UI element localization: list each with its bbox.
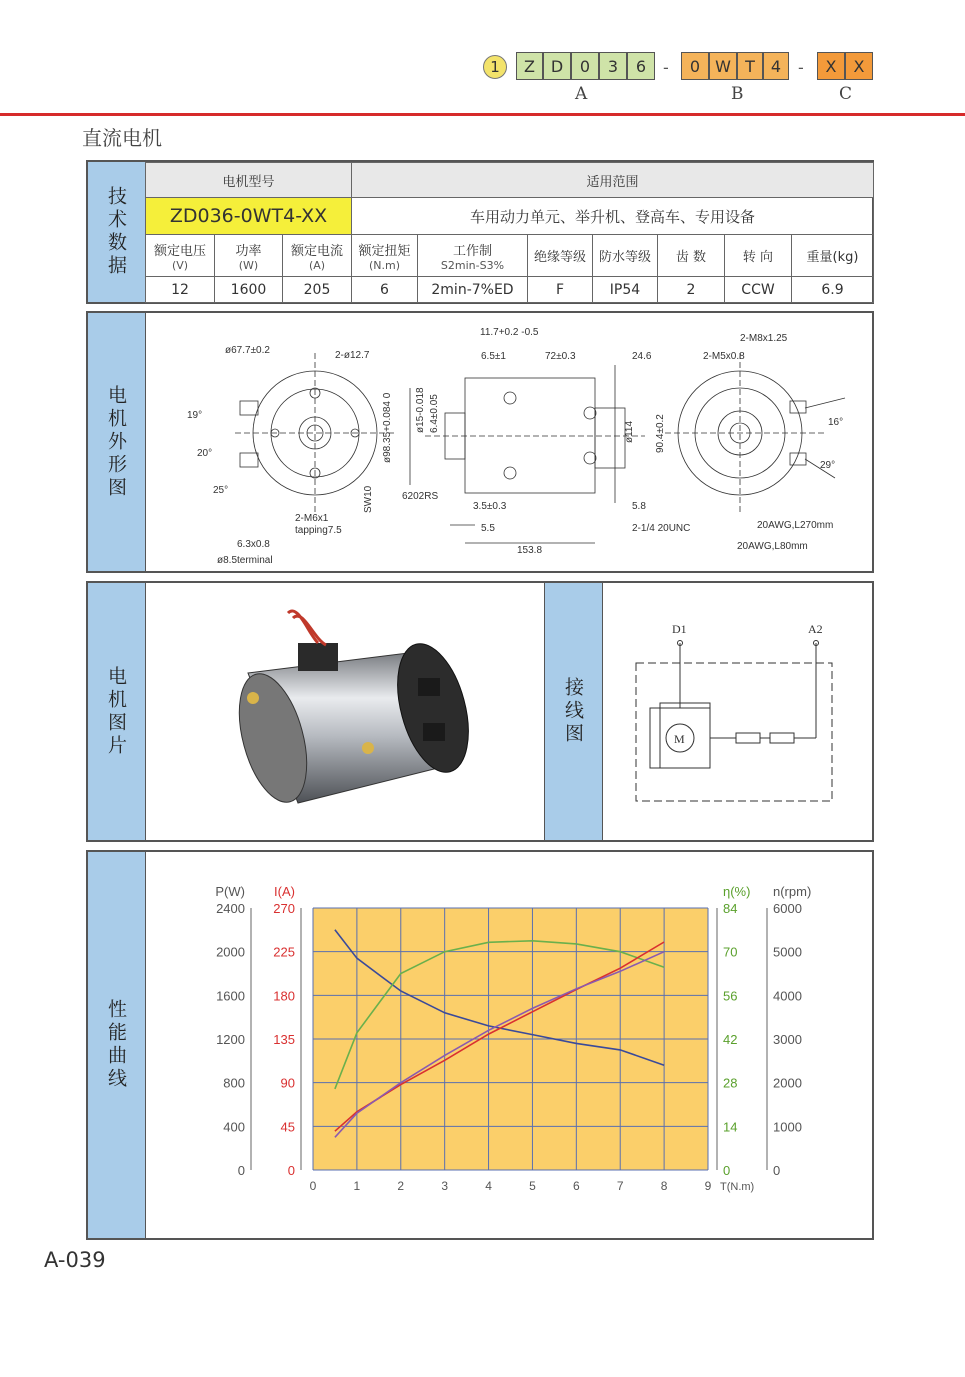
tick-label: 56	[723, 988, 738, 1004]
col-header: 额定电流 (A)	[283, 235, 352, 277]
tick-label: 42	[723, 1032, 738, 1047]
range-value: 车用动力单元、举升机、登高车、专用设备	[352, 198, 874, 235]
dim-label: 20°	[197, 448, 213, 459]
dim-label: 25°	[213, 485, 229, 496]
col-header: 额定扭矩 (N.m)	[352, 235, 418, 277]
photo-side-label: 电机图片	[88, 583, 146, 840]
page-title: 直流电机	[82, 126, 162, 150]
tick-label: 0	[287, 1163, 295, 1178]
dim-label: 6202RS	[402, 491, 439, 502]
dim-label: ø114	[624, 420, 635, 443]
tick-label: 1000	[773, 1119, 802, 1135]
code-char: 0	[571, 52, 599, 80]
code-dash: -	[798, 58, 804, 77]
terminal-a2: A2	[808, 622, 823, 636]
tick-label: 2400	[216, 901, 245, 916]
x-tick-label: 6	[572, 1179, 580, 1193]
x-tick-label: 2	[397, 1179, 405, 1193]
photo-panel	[86, 581, 874, 842]
tick-label: 1200	[216, 1032, 245, 1047]
spec-cell: 2min-7%ED	[418, 277, 528, 303]
x-tick-label: 5	[529, 1179, 536, 1193]
tick-label: 45	[280, 1119, 295, 1135]
dim-label: 5.8	[632, 501, 646, 512]
dim-label: 5.5	[481, 523, 495, 534]
spec-cell: 2	[658, 277, 725, 303]
col-header: 工作制 S2min-S3%	[418, 235, 528, 277]
code-char: 6	[627, 52, 655, 80]
tick-label: 84	[723, 901, 738, 916]
x-tick-label: 4	[485, 1179, 492, 1193]
code-circle: 1	[483, 55, 507, 79]
outline-panel	[86, 311, 874, 573]
tick-label: 4000	[773, 988, 802, 1004]
page-number: A-039	[44, 1248, 106, 1272]
x-tick-label: 9	[704, 1179, 712, 1193]
col-header: 绝缘等级	[528, 235, 593, 277]
wiring-side-label: 接线图	[544, 583, 603, 840]
dim-label: 90.4±0.2	[655, 414, 666, 453]
spec-side-label: 技术数据	[88, 162, 146, 302]
tick-label: 2000	[773, 1075, 802, 1091]
col-header: 重量(kg)	[792, 235, 874, 277]
code-char: 3	[599, 52, 627, 80]
terminal-d1: D1	[672, 622, 687, 636]
code-letter-a: A	[575, 84, 588, 104]
dim-label: 11.7+0.2 -0.5	[480, 327, 539, 338]
tick-label: 28	[723, 1075, 738, 1091]
model-header: 电机型号	[146, 163, 352, 198]
code-letter-c: C	[839, 84, 853, 104]
axis-title: I(A)	[274, 884, 295, 899]
tick-label: 2000	[216, 944, 245, 960]
tick-label: 70	[723, 944, 738, 960]
motor-symbol: M	[674, 732, 685, 746]
wiring-diagram	[608, 613, 858, 813]
outline-drawing	[145, 313, 872, 571]
axis-title: n(rpm)	[773, 884, 812, 899]
tick-label: 225	[273, 944, 295, 960]
dim-label: 6.5±1	[481, 351, 506, 362]
dim-label: 6.3x0.8	[237, 539, 270, 550]
col-header: 功率 (W)	[215, 235, 283, 277]
dim-label: tapping7.5	[295, 525, 342, 536]
motor-photo	[208, 593, 508, 833]
dim-label: 20AWG,L80mm	[737, 541, 808, 552]
perf-panel	[86, 850, 874, 1240]
tick-label: 5000	[773, 944, 802, 960]
outline-side-label: 电机外形图	[88, 313, 146, 571]
spec-cell: 6.9	[792, 277, 874, 303]
tick-label: 14	[723, 1119, 738, 1135]
code-dash: -	[663, 58, 669, 77]
model-value: ZD036-0WT4-XX	[146, 198, 352, 235]
dim-label: 29°	[820, 460, 836, 471]
dim-label: 2-M6x1	[295, 513, 329, 524]
dim-label: 20AWG,L270mm	[757, 520, 834, 531]
spec-cell: IP54	[593, 277, 658, 303]
dim-label: 2-ø12.7	[335, 350, 370, 361]
dim-label: ø15-0.018	[415, 387, 426, 433]
x-tick-label: 3	[441, 1179, 449, 1193]
tick-label: 800	[223, 1075, 245, 1091]
tick-label: 90	[280, 1075, 295, 1091]
tick-label: 0	[237, 1163, 245, 1178]
code-letter-b: B	[731, 84, 744, 104]
code-char: 4	[763, 52, 789, 80]
code-char: 0	[681, 52, 709, 80]
dim-label: 16°	[828, 417, 844, 428]
axis-title: P(W)	[215, 884, 245, 899]
col-header: 齿 数	[658, 235, 725, 277]
spec-table	[145, 162, 874, 303]
tick-label: 180	[273, 988, 295, 1004]
dim-label: SW10	[363, 485, 374, 513]
tick-label: 135	[273, 1032, 295, 1047]
tick-label: 3000	[773, 1032, 802, 1047]
dim-label: 24.6	[632, 351, 652, 362]
x-tick-label: 0	[309, 1179, 317, 1193]
x-tick-label: 1	[353, 1179, 361, 1193]
dim-label: 3.5±0.3	[473, 501, 507, 512]
code-char: X	[817, 52, 845, 80]
col-header: 转 向	[725, 235, 792, 277]
dim-label: 2-1/4 20UNC	[632, 523, 691, 534]
dim-label: ø67.7±0.2	[225, 345, 270, 356]
dim-label: 2-M8x1.25	[740, 333, 788, 344]
code-char: W	[709, 52, 737, 80]
tick-label: 0	[773, 1163, 781, 1178]
col-header: 防水等级	[593, 235, 658, 277]
spec-cell: F	[528, 277, 593, 303]
dim-label: ø98.35+0.084 0	[382, 392, 393, 463]
header-rule	[0, 113, 965, 116]
perf-side-label: 性能曲线	[88, 852, 146, 1238]
tick-label: 0	[723, 1163, 731, 1178]
dim-label: 153.8	[517, 545, 543, 556]
code-char: Z	[516, 52, 543, 80]
spec-cell: 6	[352, 277, 418, 303]
performance-chart	[145, 852, 872, 1238]
spec-cell: 1600	[215, 277, 283, 303]
code-char: X	[845, 52, 873, 80]
axis-title: η(%)	[723, 884, 751, 899]
x-tick-label: 7	[616, 1179, 624, 1193]
tick-label: 270	[273, 901, 295, 916]
dim-label: 19°	[187, 410, 203, 421]
range-header: 适用范围	[352, 163, 874, 198]
spec-cell: 12	[146, 277, 215, 303]
tick-label: 6000	[773, 901, 802, 916]
x-axis-title: T(N.m)	[720, 1181, 755, 1193]
spec-cell: 205	[283, 277, 352, 303]
x-tick-label: 8	[660, 1179, 668, 1193]
tick-label: 400	[223, 1119, 245, 1135]
dim-label: 72±0.3	[545, 351, 576, 362]
dim-label: 2-M5x0.8	[703, 351, 745, 362]
dim-label: ø8.5terminal	[217, 555, 273, 566]
tick-label: 1600	[216, 988, 245, 1004]
code-char: T	[737, 52, 763, 80]
code-char: D	[543, 52, 571, 80]
dim-label: 6.4±0.05	[429, 394, 440, 433]
spec-panel	[86, 160, 874, 304]
col-header: 额定电压 (V)	[146, 235, 215, 277]
spec-cell: CCW	[725, 277, 792, 303]
